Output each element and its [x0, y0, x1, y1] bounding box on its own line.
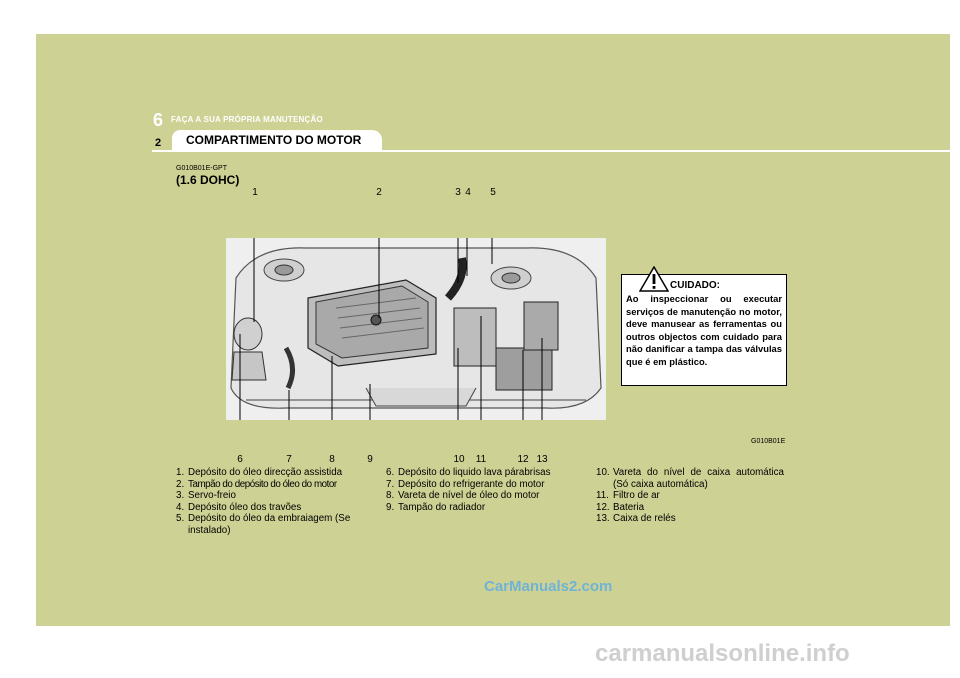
callout-12: 12 [517, 454, 529, 465]
chapter-title: FAÇA A SUA PRÓPRIA MANUTENÇÃO [171, 115, 323, 124]
caution-text: Ao inspeccionar ou executar serviços de manutenção no motor, deve manusear as ferramentas ou outros objectos com cuidado para não danificar a tampa das válvulas que é em plástico. [626, 293, 782, 367]
callout-7: 7 [286, 454, 292, 465]
figure-code: G010B01E [751, 438, 786, 445]
callout-5: 5 [490, 187, 496, 198]
caution-title: CUIDADO: [670, 280, 720, 291]
warning-triangle-icon [639, 266, 669, 292]
legend-item: 1. Depósito do óleo direcção assistida [176, 467, 343, 478]
engine-drawing [226, 238, 606, 420]
callout-13: 13 [536, 454, 548, 465]
legend-item: 8. Vareta de nível de óleo do motor [386, 490, 540, 501]
callout-3: 3 [455, 187, 461, 198]
legend-item: 5. Depósito do óleo da embraiagem (Se instalado) [176, 513, 351, 536]
chapter-number: 6 [153, 110, 164, 130]
section-title: COMPARTIMENTO DO MOTOR [186, 133, 362, 147]
callout-6: 6 [237, 454, 243, 465]
legend-item: 10. Vareta do nível de caixa automática (Só caixa automática) [596, 467, 784, 490]
callout-1: 1 [252, 187, 258, 198]
engine-compartment-illustration [226, 238, 606, 420]
callout-8: 8 [329, 454, 335, 465]
legend-item: 11. Filtro de ar [596, 490, 660, 501]
callout-11: 11 [475, 454, 487, 465]
callout-4: 4 [465, 187, 471, 198]
callout-9: 9 [367, 454, 373, 465]
footer-watermark: carmanualsonline.info [595, 640, 850, 667]
legend-item: 4. Depósito óleo dos travões [176, 501, 302, 513]
engine-variant: (1.6 DOHC) [176, 173, 240, 187]
legend-item: 12. Bateria [596, 501, 645, 513]
legend-item: 3. Servo-freio [176, 490, 236, 501]
legend-item: 7. Depósito do refrigerante do motor [386, 478, 545, 490]
legend-column-2 [386, 467, 582, 513]
figure-ref-code: G010B01E-GPT [176, 165, 227, 172]
legend-item: 2. Tampão do depósito do óleo do motor [176, 478, 337, 490]
callout-10: 10 [453, 454, 465, 465]
callout-2: 2 [376, 187, 382, 198]
legend-column-3 [596, 467, 784, 525]
legend-item: 6. Depósito do liquido lava párabrisas [386, 467, 551, 478]
legend-item: 9. Tampão do radiador [386, 501, 486, 513]
page-number: 2 [155, 137, 162, 149]
legend-item: 13. Caixa de relés [596, 513, 676, 524]
caution-box [621, 274, 787, 386]
header-divider [152, 150, 950, 152]
carmanuals-watermark[interactable]: CarManuals2.com [484, 578, 613, 595]
legend-column-1 [176, 467, 372, 536]
